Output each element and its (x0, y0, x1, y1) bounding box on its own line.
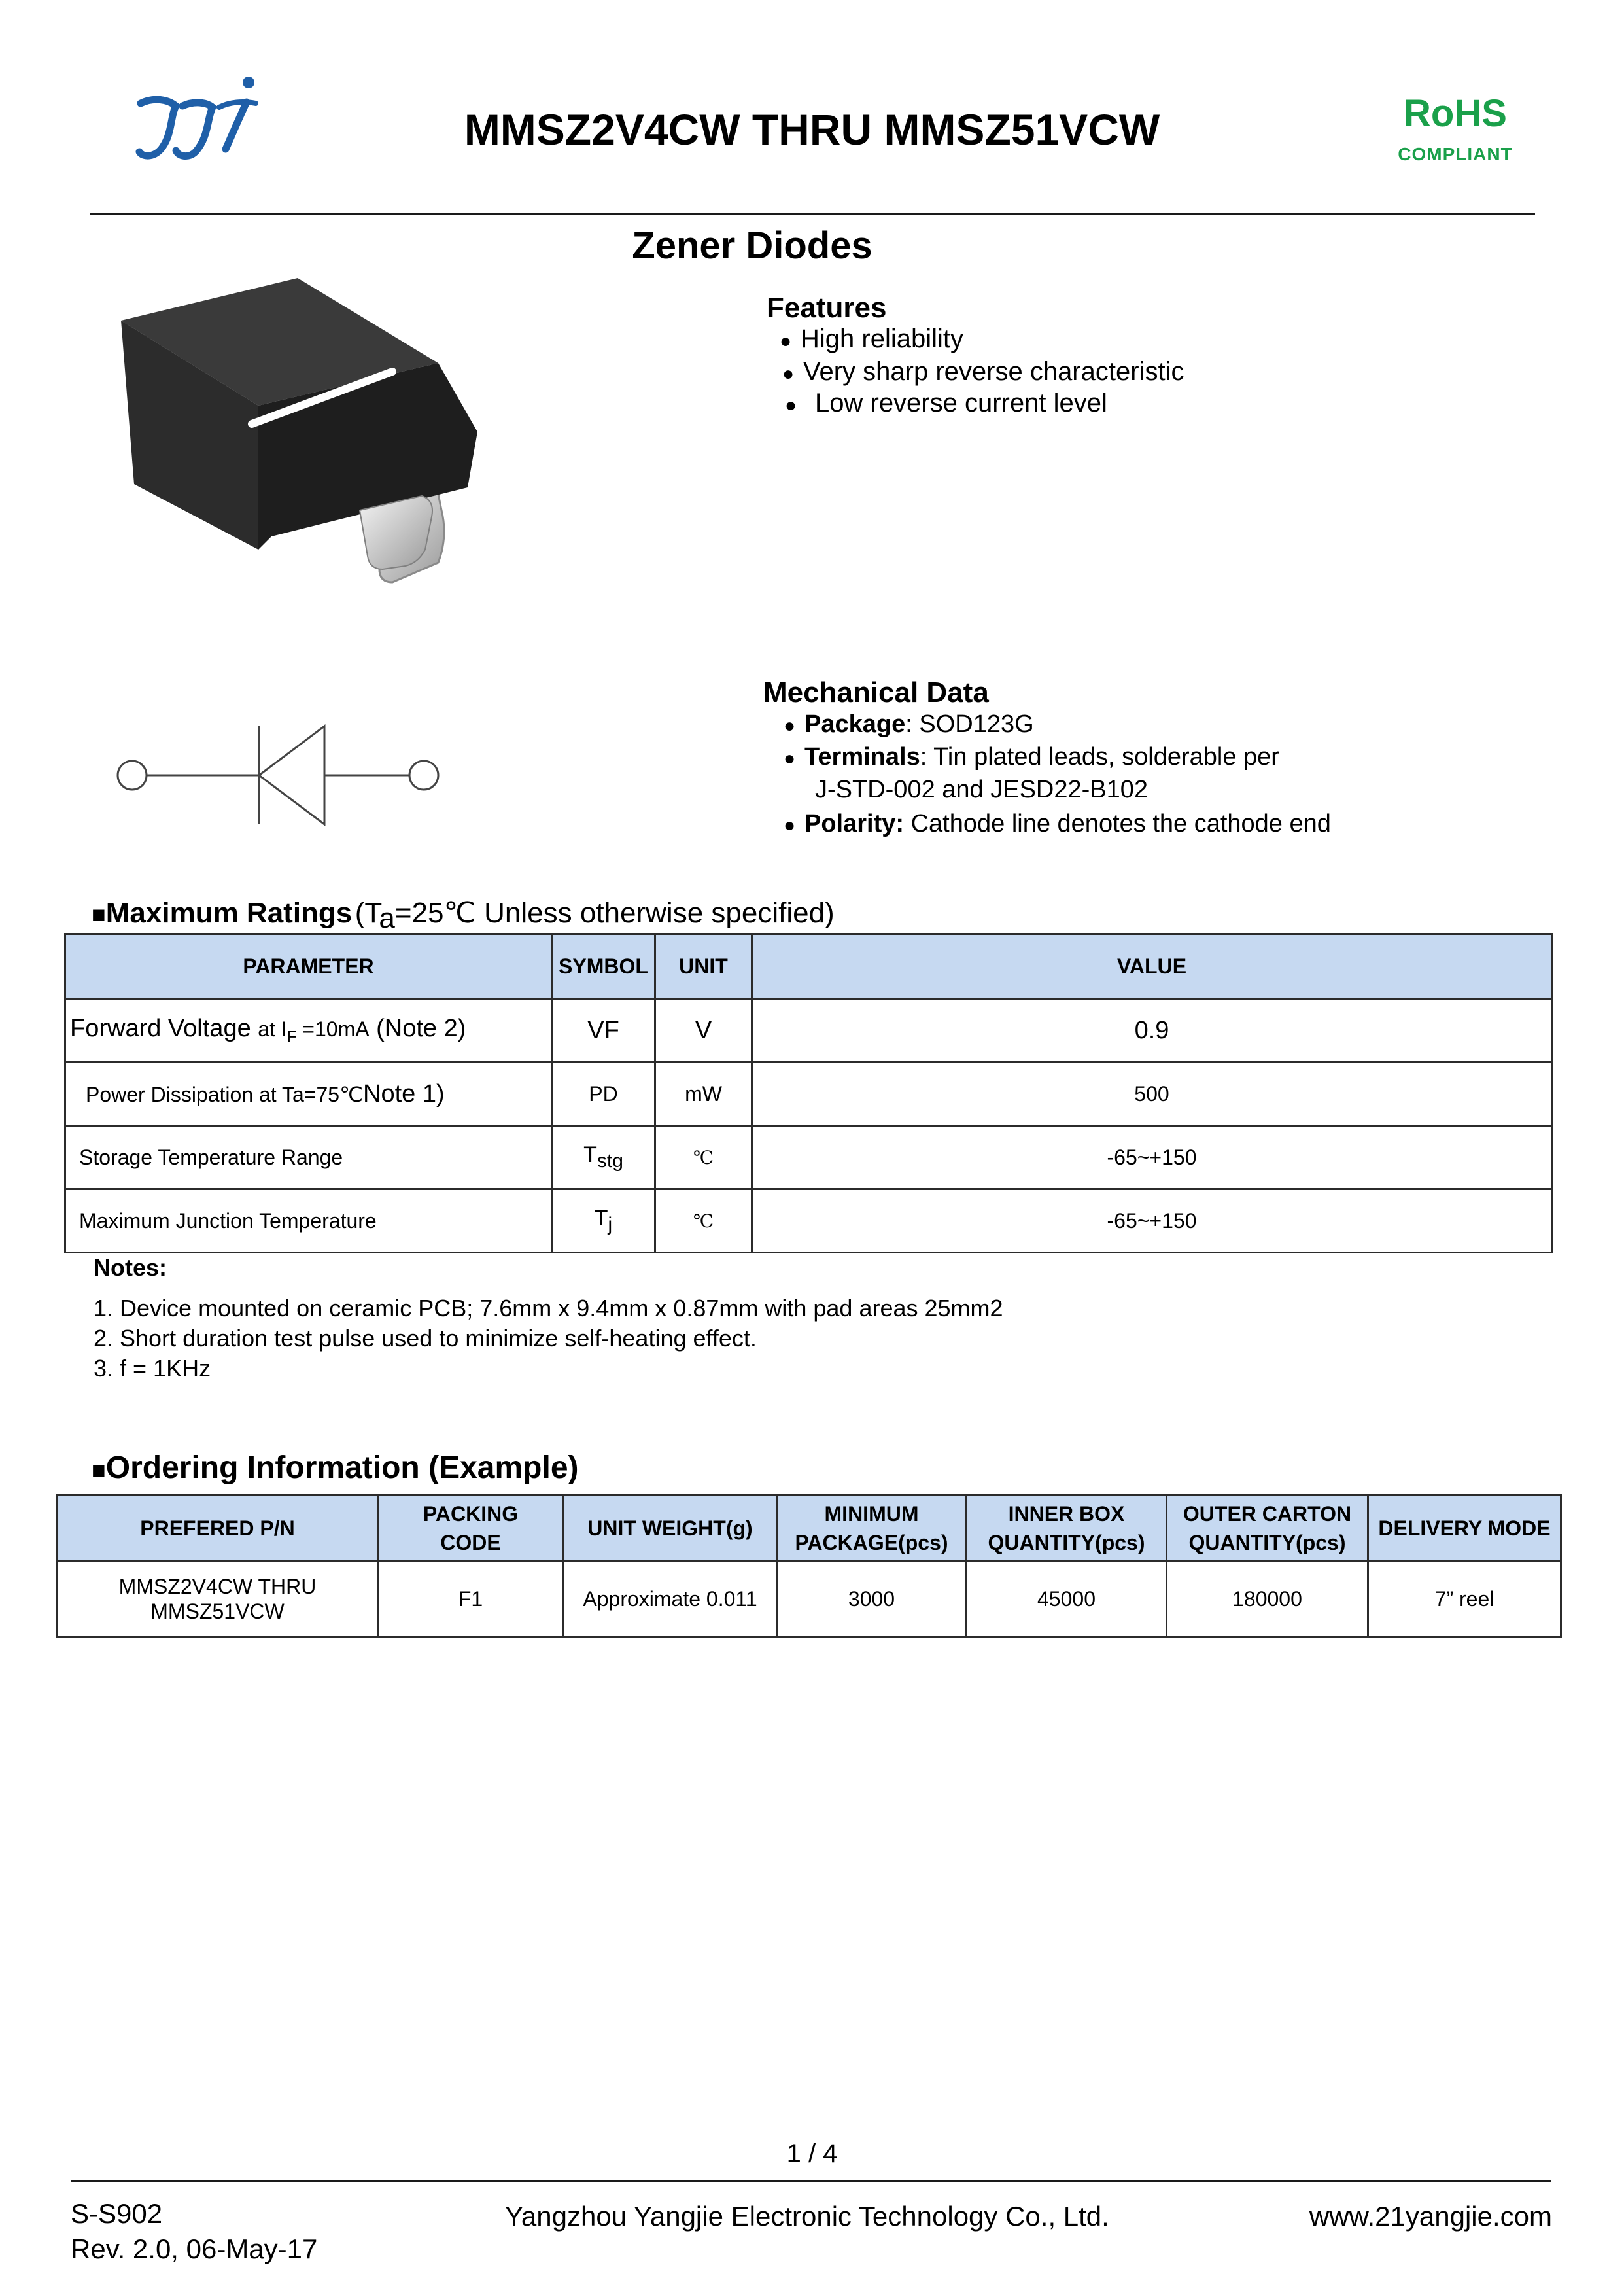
document-subtitle: Zener Diodes (632, 224, 872, 267)
cell-unit: ℃ (655, 1126, 752, 1189)
cell-packing-code: F1 (378, 1562, 564, 1637)
mechanical-item-polarity: ● Polarity: Cathode line denotes the cathode end (784, 810, 1331, 837)
header-divider (90, 213, 1535, 215)
cell-outer-carton: 180000 (1167, 1562, 1368, 1637)
cell-parameter: Storage Temperature Range (65, 1126, 552, 1189)
bullet-icon: ● (780, 330, 792, 352)
header-symbol: SYMBOL (552, 934, 655, 999)
header-outer-carton: OUTER CARTON QUANTITY(pcs) (1167, 1496, 1368, 1562)
ordering-heading: ■Ordering Information (Example) (92, 1450, 579, 1485)
cell-value: 0.9 (752, 999, 1552, 1062)
cell-symbol: $T_j$ (552, 1189, 655, 1253)
document-id: S-S902 (71, 2198, 163, 2229)
page-number: 1 / 4 (786, 2139, 838, 2168)
cell-parameter: Maximum Junction Temperature (65, 1189, 552, 1253)
cell-symbol: VF (552, 999, 655, 1062)
cell-unit: mW (655, 1062, 752, 1126)
bullet-icon: ● (784, 815, 796, 836)
cell-parameter: Power Dissipation at Ta=75℃Note 1) (65, 1062, 552, 1126)
table-row (65, 1126, 1552, 1189)
cell-unit: V (655, 999, 752, 1062)
notes-heading: Notes: (94, 1254, 167, 1281)
header-minimum-package: MINIMUM PACKAGE(pcs) (777, 1496, 967, 1562)
feature-item: ● Very sharp reverse characteristic (782, 357, 1184, 386)
bullet-icon: ● (784, 715, 796, 737)
company-name: Yangzhou Yangjie Electronic Technology Co., Ltd. (505, 2201, 1109, 2232)
bullet-icon: ● (782, 363, 795, 385)
mechanical-heading: Mechanical Data (763, 676, 989, 709)
table-header-row (65, 934, 1552, 999)
cell-inner-box: 45000 (967, 1562, 1167, 1637)
feature-item: ● High reliability (780, 324, 963, 353)
max-ratings-condition: (Ta=25℃ Unless otherwise specified) (354, 897, 835, 934)
cell-value: 500 (752, 1062, 1552, 1126)
mechanical-item-terminals: ● Terminals: Tin plated leads, solderable per (784, 743, 1279, 771)
cell-unit: ℃ (655, 1189, 752, 1253)
max-ratings-heading: ■Maximum Ratings (Ta=25℃ Unless otherwise specified) (92, 897, 835, 934)
cell-value: -65~+150 (752, 1126, 1552, 1189)
table-header-row (58, 1496, 1561, 1562)
cell-symbol: PD (552, 1062, 655, 1126)
header-unit-weight: UNIT WEIGHT(g) (564, 1496, 777, 1562)
header-parameter: PARAMETER (65, 934, 552, 999)
package-image (111, 275, 491, 602)
cell-value: -65~+150 (752, 1189, 1552, 1253)
bullet-icon: ● (784, 748, 796, 769)
cell-parameter: Forward Voltage at $I_F =10mA$ (Note 2) (65, 999, 552, 1062)
table-row (58, 1562, 1561, 1637)
compliant-text: COMPLIANT (1398, 144, 1513, 164)
mechanical-item-package: ● Package: SOD123G (784, 710, 1034, 738)
table-row (65, 1062, 1552, 1126)
header-value: VALUE (752, 934, 1552, 999)
cell-delivery-mode: 7” reel (1368, 1562, 1561, 1637)
ordering-table (56, 1494, 1562, 1638)
note-item: 3. f = 1KHz (94, 1355, 211, 1382)
rohs-badge (1357, 93, 1553, 165)
max-ratings-table (64, 933, 1553, 1253)
header-delivery-mode: DELIVERY MODE (1368, 1496, 1561, 1562)
table-row (65, 1189, 1552, 1253)
square-bullet-icon: ■ (92, 1456, 106, 1483)
rohs-text: RoHS (1404, 92, 1507, 135)
cell-unit-weight: Approximate 0.011 (564, 1562, 777, 1637)
diode-symbol (111, 720, 451, 831)
header-packing-code: PACKING CODE (378, 1496, 564, 1562)
note-item: 1. Device mounted on ceramic PCB; 7.6mm x 9.4mm x 0.87mm with pad areas 25mm2 (94, 1295, 1003, 1322)
cell-pn: MMSZ2V4CW THRU MMSZ51VCW (58, 1562, 378, 1637)
footer-divider (71, 2180, 1551, 2182)
website-link[interactable]: www.21yangjie.com (1309, 2201, 1552, 2232)
cell-symbol: $T_{stg}$ (552, 1126, 655, 1189)
square-bullet-icon: ■ (92, 901, 106, 928)
mechanical-item-terminals-cont: J-STD-002 and JESD22-B102 (815, 776, 1149, 803)
features-heading: Features (767, 292, 887, 324)
feature-item: ● Low reverse current level (785, 389, 1107, 417)
cell-minimum-package: 3000 (777, 1562, 967, 1637)
bullet-icon: ● (785, 394, 797, 416)
revision: Rev. 2.0, 06-May-17 (71, 2234, 318, 2264)
header-inner-box: INNER BOX QUANTITY(pcs) (967, 1496, 1167, 1562)
document-title: MMSZ2V4CW THRU MMSZ51VCW (464, 105, 1160, 154)
table-row (65, 999, 1552, 1062)
header-unit: UNIT (655, 934, 752, 999)
header-prefered-pn: PREFERED P/N (58, 1496, 378, 1562)
note-item: 2. Short duration test pulse used to minimize self-heating effect. (94, 1325, 757, 1352)
